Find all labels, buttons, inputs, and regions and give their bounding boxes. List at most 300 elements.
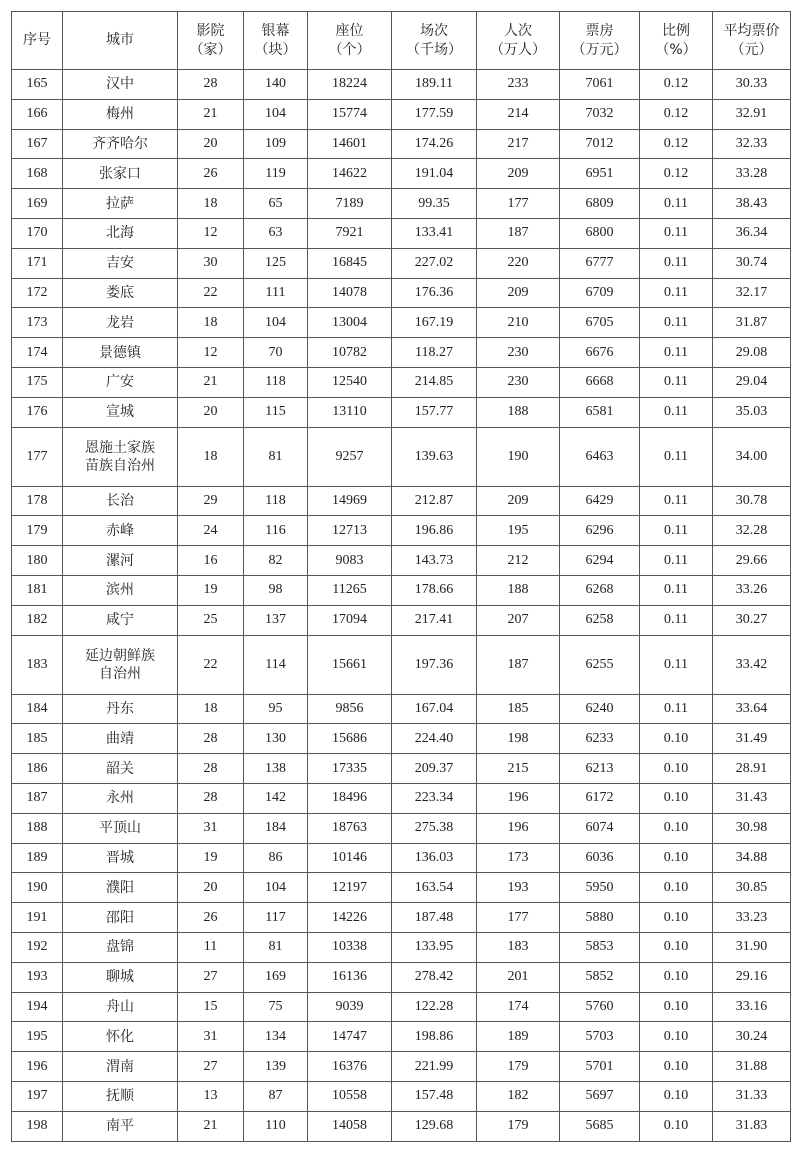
- header-label: 序号: [23, 32, 51, 48]
- cell-city: [63, 932, 178, 962]
- cell-admissions: 187: [477, 635, 560, 694]
- cell-screens: 117: [244, 903, 308, 933]
- cell-box-office: 5760: [560, 992, 640, 1022]
- cell-seats: 18763: [308, 813, 392, 843]
- cell-cinemas: 25: [178, 605, 244, 635]
- table-row: [12, 813, 791, 843]
- cell-cinemas: 24: [178, 516, 244, 546]
- cell-shows: 139.63: [392, 427, 477, 486]
- cell-box-office: 5703: [560, 1022, 640, 1052]
- cell-avg-price: 29.16: [713, 962, 791, 992]
- cell-avg-price: 29.04: [713, 367, 791, 397]
- cell-shows: 177.59: [392, 99, 477, 129]
- cell-cinemas: 20: [178, 873, 244, 903]
- cell-shows: 196.86: [392, 516, 477, 546]
- cell-screens: 115: [244, 397, 308, 427]
- cell-share: 0.11: [640, 575, 713, 605]
- cell-avg-price: 31.83: [713, 1111, 791, 1141]
- cell-box-office: 6233: [560, 724, 640, 754]
- cell-shows: 133.95: [392, 932, 477, 962]
- cell-index: 183: [12, 635, 63, 694]
- cell-avg-price: 31.43: [713, 783, 791, 813]
- cell-avg-price: 34.88: [713, 843, 791, 873]
- cell-box-office: 6800: [560, 218, 640, 248]
- cell-shows: 143.73: [392, 546, 477, 576]
- table-row: [12, 486, 791, 516]
- cell-city: [63, 903, 178, 933]
- cell-index: 179: [12, 516, 63, 546]
- cell-avg-price: 31.33: [713, 1081, 791, 1111]
- cell-box-office: 6429: [560, 486, 640, 516]
- cell-index: 187: [12, 783, 63, 813]
- city-name-line: 聊城: [106, 969, 134, 986]
- header-label: （个）: [328, 41, 371, 58]
- city-name-line: 濮阳: [106, 879, 134, 896]
- table-row: [12, 1022, 791, 1052]
- header-label: 比例: [662, 22, 690, 39]
- cell-admissions: 177: [477, 903, 560, 933]
- cell-share: 0.10: [640, 813, 713, 843]
- city-name-line: 永州: [106, 790, 134, 807]
- cell-share: 0.10: [640, 1052, 713, 1082]
- cell-screens: 104: [244, 99, 308, 129]
- cell-cinemas: 18: [178, 308, 244, 338]
- cell-avg-price: 33.28: [713, 159, 791, 189]
- cell-cinemas: 18: [178, 694, 244, 724]
- cell-screens: 70: [244, 338, 308, 368]
- city-name-line: 龙岩: [106, 314, 134, 331]
- cell-admissions: 209: [477, 159, 560, 189]
- header-screens: [244, 12, 308, 70]
- cell-cinemas: 27: [178, 962, 244, 992]
- cell-shows: 163.54: [392, 873, 477, 903]
- city-box-office-table: [11, 11, 791, 1142]
- cell-share: 0.10: [640, 843, 713, 873]
- cell-index: 165: [12, 70, 63, 100]
- cell-share: 0.12: [640, 129, 713, 159]
- cell-screens: 104: [244, 308, 308, 338]
- cell-admissions: 215: [477, 754, 560, 784]
- cell-share: 0.10: [640, 783, 713, 813]
- cell-box-office: 6172: [560, 783, 640, 813]
- city-name-line: 拉萨: [106, 195, 134, 212]
- cell-cinemas: 21: [178, 367, 244, 397]
- cell-index: 182: [12, 605, 63, 635]
- cell-cinemas: 11: [178, 932, 244, 962]
- cell-avg-price: 30.74: [713, 248, 791, 278]
- cell-screens: 139: [244, 1052, 308, 1082]
- cell-box-office: 6777: [560, 248, 640, 278]
- cell-shows: 167.04: [392, 694, 477, 724]
- cell-city: [63, 1111, 178, 1141]
- cell-share: 0.11: [640, 516, 713, 546]
- cell-screens: 118: [244, 367, 308, 397]
- cell-city: [63, 427, 178, 486]
- cell-screens: 137: [244, 605, 308, 635]
- table-row: [12, 724, 791, 754]
- cell-seats: 14078: [308, 278, 392, 308]
- cell-screens: 142: [244, 783, 308, 813]
- city-name-line: 北海: [106, 225, 134, 242]
- cell-box-office: 5852: [560, 962, 640, 992]
- header-label: （万人）: [490, 41, 546, 58]
- header-avg-price: [713, 12, 791, 70]
- table-row: [12, 575, 791, 605]
- table-row: [12, 129, 791, 159]
- cell-seats: 10558: [308, 1081, 392, 1111]
- cell-cinemas: 21: [178, 99, 244, 129]
- cell-cinemas: 22: [178, 635, 244, 694]
- cell-box-office: 6581: [560, 397, 640, 427]
- header-label: （家）: [189, 41, 232, 58]
- header-label: 平均票价: [723, 22, 780, 39]
- cell-index: 181: [12, 575, 63, 605]
- cell-share: 0.10: [640, 1022, 713, 1052]
- cell-admissions: 177: [477, 189, 560, 219]
- cell-screens: 87: [244, 1081, 308, 1111]
- cell-share: 0.10: [640, 873, 713, 903]
- cell-city: [63, 1022, 178, 1052]
- header-label: 场次: [420, 22, 448, 39]
- table-row: [12, 427, 791, 486]
- cell-admissions: 220: [477, 248, 560, 278]
- cell-box-office: 7032: [560, 99, 640, 129]
- cell-box-office: 6213: [560, 754, 640, 784]
- cell-admissions: 230: [477, 338, 560, 368]
- cell-screens: 130: [244, 724, 308, 754]
- header-cinemas: [178, 12, 244, 70]
- cell-admissions: 185: [477, 694, 560, 724]
- cell-admissions: 187: [477, 218, 560, 248]
- cell-share: 0.11: [640, 427, 713, 486]
- cell-index: 180: [12, 546, 63, 576]
- cell-screens: 75: [244, 992, 308, 1022]
- cell-cinemas: 28: [178, 783, 244, 813]
- cell-cinemas: 28: [178, 754, 244, 784]
- city-name-line: 吉安: [106, 255, 134, 272]
- cell-cinemas: 16: [178, 546, 244, 576]
- cell-shows: 133.41: [392, 218, 477, 248]
- city-name-line: 张家口: [99, 165, 141, 182]
- cell-shows: 167.19: [392, 308, 477, 338]
- cell-index: 188: [12, 813, 63, 843]
- cell-cinemas: 27: [178, 1052, 244, 1082]
- cell-city: [63, 397, 178, 427]
- cell-seats: 14622: [308, 159, 392, 189]
- cell-index: 196: [12, 1052, 63, 1082]
- cell-shows: 157.48: [392, 1081, 477, 1111]
- table-row: [12, 1052, 791, 1082]
- cell-index: 173: [12, 308, 63, 338]
- cell-seats: 18224: [308, 70, 392, 100]
- cell-shows: 118.27: [392, 338, 477, 368]
- cell-city: [63, 873, 178, 903]
- cell-avg-price: 30.98: [713, 813, 791, 843]
- cell-cinemas: 31: [178, 1022, 244, 1052]
- cell-avg-price: 31.49: [713, 724, 791, 754]
- cell-avg-price: 30.24: [713, 1022, 791, 1052]
- cell-cinemas: 31: [178, 813, 244, 843]
- cell-city: [63, 575, 178, 605]
- cell-share: 0.10: [640, 932, 713, 962]
- cell-box-office: 5701: [560, 1052, 640, 1082]
- cell-index: 186: [12, 754, 63, 784]
- cell-city: [63, 843, 178, 873]
- cell-share: 0.11: [640, 248, 713, 278]
- table-row: [12, 992, 791, 1022]
- table-body: [12, 70, 791, 1142]
- cell-shows: 221.99: [392, 1052, 477, 1082]
- cell-seats: 10146: [308, 843, 392, 873]
- city-name-line: 广安: [106, 374, 134, 391]
- cell-avg-price: 34.00: [713, 427, 791, 486]
- cell-cinemas: 26: [178, 903, 244, 933]
- cell-seats: 10338: [308, 932, 392, 962]
- cell-seats: 17335: [308, 754, 392, 784]
- cell-avg-price: 30.27: [713, 605, 791, 635]
- cell-cinemas: 26: [178, 159, 244, 189]
- cell-seats: 14747: [308, 1022, 392, 1052]
- table-row: [12, 754, 791, 784]
- table-row: [12, 367, 791, 397]
- cell-index: 195: [12, 1022, 63, 1052]
- table-row: [12, 843, 791, 873]
- city-name-line: 景德镇: [99, 344, 141, 361]
- cell-admissions: 233: [477, 70, 560, 100]
- cell-box-office: 6255: [560, 635, 640, 694]
- cell-shows: 189.11: [392, 70, 477, 100]
- cell-seats: 13004: [308, 308, 392, 338]
- cell-admissions: 196: [477, 783, 560, 813]
- cell-seats: 9856: [308, 694, 392, 724]
- cell-admissions: 209: [477, 278, 560, 308]
- cell-index: 189: [12, 843, 63, 873]
- cell-box-office: 6296: [560, 516, 640, 546]
- cell-index: 185: [12, 724, 63, 754]
- cell-cinemas: 29: [178, 486, 244, 516]
- cell-box-office: 5853: [560, 932, 640, 962]
- cell-box-office: 6668: [560, 367, 640, 397]
- cell-shows: 214.85: [392, 367, 477, 397]
- cell-share: 0.11: [640, 605, 713, 635]
- cell-seats: 11265: [308, 575, 392, 605]
- cell-cinemas: 22: [178, 278, 244, 308]
- cell-index: 172: [12, 278, 63, 308]
- cell-admissions: 230: [477, 367, 560, 397]
- cell-shows: 227.02: [392, 248, 477, 278]
- cell-cinemas: 12: [178, 218, 244, 248]
- cell-seats: 15686: [308, 724, 392, 754]
- city-name-line: 丹东: [106, 700, 134, 717]
- header-seats: [308, 12, 392, 70]
- cell-city: [63, 70, 178, 100]
- cell-admissions: 188: [477, 575, 560, 605]
- cell-screens: 63: [244, 218, 308, 248]
- cell-avg-price: 32.33: [713, 129, 791, 159]
- cell-box-office: 6709: [560, 278, 640, 308]
- cell-admissions: 210: [477, 308, 560, 338]
- cell-shows: 223.34: [392, 783, 477, 813]
- city-name-line: 曲靖: [106, 730, 134, 747]
- city-name-line: 南平: [106, 1118, 134, 1135]
- cell-share: 0.10: [640, 992, 713, 1022]
- header-label: 票房: [585, 22, 614, 39]
- cell-seats: 15661: [308, 635, 392, 694]
- cell-share: 0.11: [640, 367, 713, 397]
- city-name-line: 自治州: [99, 665, 141, 682]
- cell-seats: 9257: [308, 427, 392, 486]
- cell-shows: 197.36: [392, 635, 477, 694]
- cell-shows: 224.40: [392, 724, 477, 754]
- city-name-line: 苗族自治州: [85, 457, 155, 474]
- cell-admissions: 188: [477, 397, 560, 427]
- city-name-line: 平顶山: [99, 820, 141, 837]
- cell-index: 190: [12, 873, 63, 903]
- cell-admissions: 193: [477, 873, 560, 903]
- cell-city: [63, 783, 178, 813]
- cell-box-office: 6809: [560, 189, 640, 219]
- cell-shows: 278.42: [392, 962, 477, 992]
- cell-index: 193: [12, 962, 63, 992]
- city-name-line: 怀化: [106, 1028, 134, 1045]
- cell-screens: 86: [244, 843, 308, 873]
- city-name-line: 娄底: [106, 284, 134, 301]
- cell-admissions: 179: [477, 1052, 560, 1082]
- cell-index: 197: [12, 1081, 63, 1111]
- cell-share: 0.10: [640, 1081, 713, 1111]
- cell-share: 0.11: [640, 278, 713, 308]
- cell-shows: 157.77: [392, 397, 477, 427]
- header-label: （千场）: [406, 41, 462, 58]
- table-row: [12, 873, 791, 903]
- cell-city: [63, 367, 178, 397]
- cell-share: 0.11: [640, 546, 713, 576]
- cell-screens: 119: [244, 159, 308, 189]
- cell-city: [63, 992, 178, 1022]
- header-label: 人次: [504, 22, 532, 39]
- cell-box-office: 5950: [560, 873, 640, 903]
- cell-screens: 109: [244, 129, 308, 159]
- cell-index: 167: [12, 129, 63, 159]
- header-label: 城市: [106, 32, 134, 48]
- cell-shows: 275.38: [392, 813, 477, 843]
- cell-cinemas: 30: [178, 248, 244, 278]
- cell-city: [63, 1081, 178, 1111]
- cell-box-office: 7012: [560, 129, 640, 159]
- cell-city: [63, 189, 178, 219]
- cell-admissions: 217: [477, 129, 560, 159]
- table-row: [12, 397, 791, 427]
- cell-screens: 140: [244, 70, 308, 100]
- table-header-row: [12, 12, 791, 70]
- cell-seats: 7921: [308, 218, 392, 248]
- cell-screens: 111: [244, 278, 308, 308]
- cell-admissions: 198: [477, 724, 560, 754]
- cell-box-office: 6268: [560, 575, 640, 605]
- cell-index: 168: [12, 159, 63, 189]
- cell-seats: 14969: [308, 486, 392, 516]
- table-row: [12, 338, 791, 368]
- cell-index: 166: [12, 99, 63, 129]
- cell-share: 0.10: [640, 724, 713, 754]
- cell-share: 0.10: [640, 903, 713, 933]
- cell-city: [63, 516, 178, 546]
- cell-cinemas: 19: [178, 843, 244, 873]
- cell-screens: 118: [244, 486, 308, 516]
- cell-box-office: 6294: [560, 546, 640, 576]
- table-row: [12, 99, 791, 129]
- table-row: [12, 635, 791, 694]
- cell-box-office: 6705: [560, 308, 640, 338]
- cell-admissions: 209: [477, 486, 560, 516]
- cell-admissions: 173: [477, 843, 560, 873]
- cell-share: 0.10: [640, 754, 713, 784]
- cell-share: 0.11: [640, 486, 713, 516]
- city-name-line: 宣城: [106, 404, 134, 421]
- cell-admissions: 196: [477, 813, 560, 843]
- city-name-line: 晋城: [106, 849, 134, 866]
- cell-admissions: 195: [477, 516, 560, 546]
- cell-box-office: 6240: [560, 694, 640, 724]
- cell-seats: 15774: [308, 99, 392, 129]
- cell-avg-price: 32.28: [713, 516, 791, 546]
- cell-avg-price: 33.42: [713, 635, 791, 694]
- cell-cinemas: 12: [178, 338, 244, 368]
- cell-screens: 110: [244, 1111, 308, 1141]
- cell-seats: 12540: [308, 367, 392, 397]
- cell-share: 0.11: [640, 308, 713, 338]
- cell-shows: 129.68: [392, 1111, 477, 1141]
- cell-seats: 17094: [308, 605, 392, 635]
- cell-screens: 65: [244, 189, 308, 219]
- cell-avg-price: 32.91: [713, 99, 791, 129]
- cell-screens: 184: [244, 813, 308, 843]
- cell-screens: 98: [244, 575, 308, 605]
- table-row: [12, 218, 791, 248]
- cell-city: [63, 754, 178, 784]
- cell-share: 0.11: [640, 189, 713, 219]
- cell-screens: 169: [244, 962, 308, 992]
- header-label: 影院: [196, 22, 225, 39]
- cell-avg-price: 29.66: [713, 546, 791, 576]
- cell-admissions: 207: [477, 605, 560, 635]
- city-name-line: 恩施土家族: [85, 439, 155, 456]
- city-name-line: 盘锦: [106, 939, 134, 956]
- table-row: [12, 1081, 791, 1111]
- cell-avg-price: 28.91: [713, 754, 791, 784]
- header-label: 座位: [335, 22, 364, 39]
- city-name-line: 滨州: [106, 582, 134, 599]
- cell-city: [63, 1052, 178, 1082]
- city-name-line: 赤峰: [106, 522, 134, 539]
- cell-index: 169: [12, 189, 63, 219]
- cell-box-office: 6463: [560, 427, 640, 486]
- cell-avg-price: 30.33: [713, 70, 791, 100]
- cell-share: 0.10: [640, 962, 713, 992]
- cell-avg-price: 36.34: [713, 218, 791, 248]
- city-name-line: 邵阳: [106, 909, 134, 926]
- cell-screens: 95: [244, 694, 308, 724]
- cell-cinemas: 21: [178, 1111, 244, 1141]
- table-row: [12, 159, 791, 189]
- cell-box-office: 5697: [560, 1081, 640, 1111]
- cell-avg-price: 32.17: [713, 278, 791, 308]
- table-row: [12, 189, 791, 219]
- cell-city: [63, 724, 178, 754]
- cell-share: 0.11: [640, 397, 713, 427]
- cell-screens: 114: [244, 635, 308, 694]
- table-row: [12, 308, 791, 338]
